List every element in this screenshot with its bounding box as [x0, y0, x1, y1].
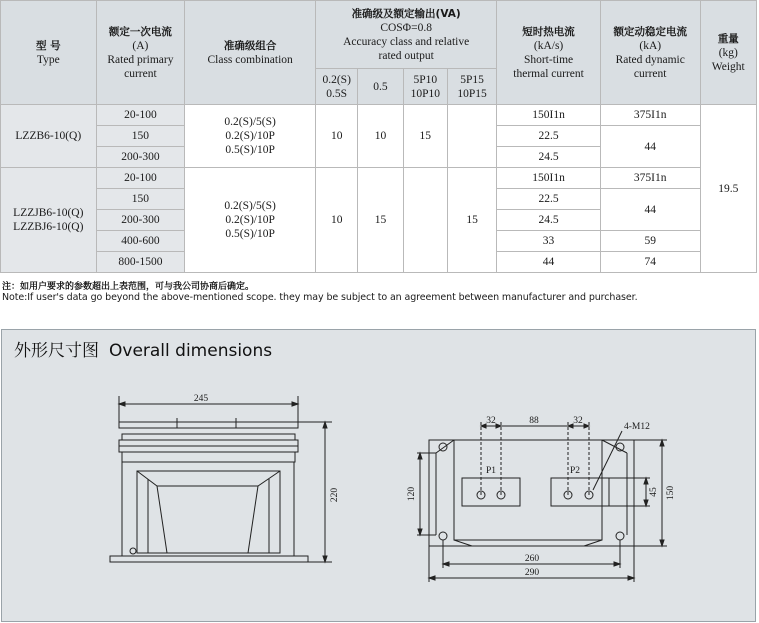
note-english: Note:If user's data go beyond the above-mentioned scope. they may be subject to an agreement between manufacturer and purchaser.: [2, 292, 638, 303]
short-time-cell: 24.5: [497, 147, 601, 168]
output-cell: 15: [447, 168, 496, 273]
dynamic-cell: 375I1n: [600, 105, 700, 126]
short-time-cell: 22.5: [497, 189, 601, 210]
header-class-combination: 准确级组合 Class combination: [185, 1, 316, 105]
short-time-cell: 24.5: [497, 210, 601, 231]
short-time-cell: 150I1n: [497, 105, 601, 126]
top-width-outer-label: 290: [524, 568, 540, 578]
top-spacing-right-label: 32: [573, 416, 583, 426]
current-cell: 20-100: [96, 105, 185, 126]
header-sub-5p15: 5P15 10P15: [447, 69, 496, 105]
front-height-label: 220: [330, 487, 340, 503]
output-cell: 10: [358, 105, 403, 168]
type-lzzb6: LZZB6-10(Q): [1, 105, 97, 168]
header-accuracy-class: 准确级及额定输出(VA) COSΦ=0.8 Accuracy class and relative rated output: [316, 1, 497, 69]
combo-cell: 0.2(S)/5(S) 0.2(S)/10P 0.5(S)/10P: [185, 105, 316, 168]
header-type: 型 号 Type: [1, 1, 97, 105]
header-dynamic-current: 额定动稳定电流 (kA) Rated dynamic current: [600, 1, 700, 105]
dynamic-cell: 59: [600, 231, 700, 252]
dynamic-cell: 44: [600, 189, 700, 231]
top-width-inner-label: 260: [524, 554, 540, 564]
front-width-label: 245: [193, 394, 209, 404]
header-sub-5p10: 5P10 10P10: [403, 69, 447, 105]
top-height-inner-label: 45: [649, 487, 659, 497]
short-time-cell: 44: [497, 252, 601, 273]
note-chinese: 注：如用户要求的参数超出上表范围，可与我公司协商后确定。: [2, 282, 255, 292]
output-cell: 15: [358, 168, 403, 273]
header-rated-current: 额定一次电流 (A) Rated primary current: [96, 1, 185, 105]
short-time-cell: 33: [497, 231, 601, 252]
weight-cell: 19.5: [700, 105, 756, 273]
header-sub-02s: 0.2(S) 0.5S: [316, 69, 358, 105]
current-cell: 150: [96, 189, 185, 210]
header-sub-05: 0.5: [358, 69, 403, 105]
dimensions-panel: [1, 329, 756, 622]
current-cell: 200-300: [96, 210, 185, 231]
dimension-drawings: [2, 330, 755, 621]
output-cell: [447, 105, 496, 168]
current-cell: 150: [96, 126, 185, 147]
header-short-time-current: 短时热电流 (kA/s) Short-time thermal current: [497, 1, 601, 105]
output-cell: 15: [403, 105, 447, 168]
combo-cell: 0.2(S)/5(S) 0.2(S)/10P 0.5(S)/10P: [185, 168, 316, 273]
terminal-p2-label: P2: [569, 466, 581, 476]
short-time-cell: 150I1n: [497, 168, 601, 189]
hole-spec-label: 4-M12: [624, 422, 650, 432]
short-time-cell: 22.5: [497, 126, 601, 147]
current-cell: 200-300: [96, 147, 185, 168]
front-view-drawing: [110, 396, 332, 562]
top-spacing-mid-label: 88: [529, 416, 539, 426]
top-height-outer-label: 150: [666, 485, 676, 501]
dimensions-title: 外形尺寸图 Overall dimensions: [14, 341, 273, 361]
top-height-left-label: 120: [407, 486, 417, 502]
output-cell: [403, 168, 447, 273]
top-view-drawing: [417, 422, 667, 582]
type-lzzjb6: LZZJB6-10(Q) LZZBJ6-10(Q): [1, 168, 97, 273]
current-cell: 20-100: [96, 168, 185, 189]
dynamic-cell: 44: [600, 126, 700, 168]
specification-table: [0, 0, 757, 273]
output-cell: 10: [316, 105, 358, 168]
current-cell: 800-1500: [96, 252, 185, 273]
header-weight: 重量 (kg) Weight: [700, 1, 756, 105]
top-spacing-left-label: 32: [486, 416, 496, 426]
dynamic-cell: 74: [600, 252, 700, 273]
output-cell: 10: [316, 168, 358, 273]
dynamic-cell: 375I1n: [600, 168, 700, 189]
current-cell: 400-600: [96, 231, 185, 252]
terminal-p1-label: P1: [485, 466, 497, 476]
